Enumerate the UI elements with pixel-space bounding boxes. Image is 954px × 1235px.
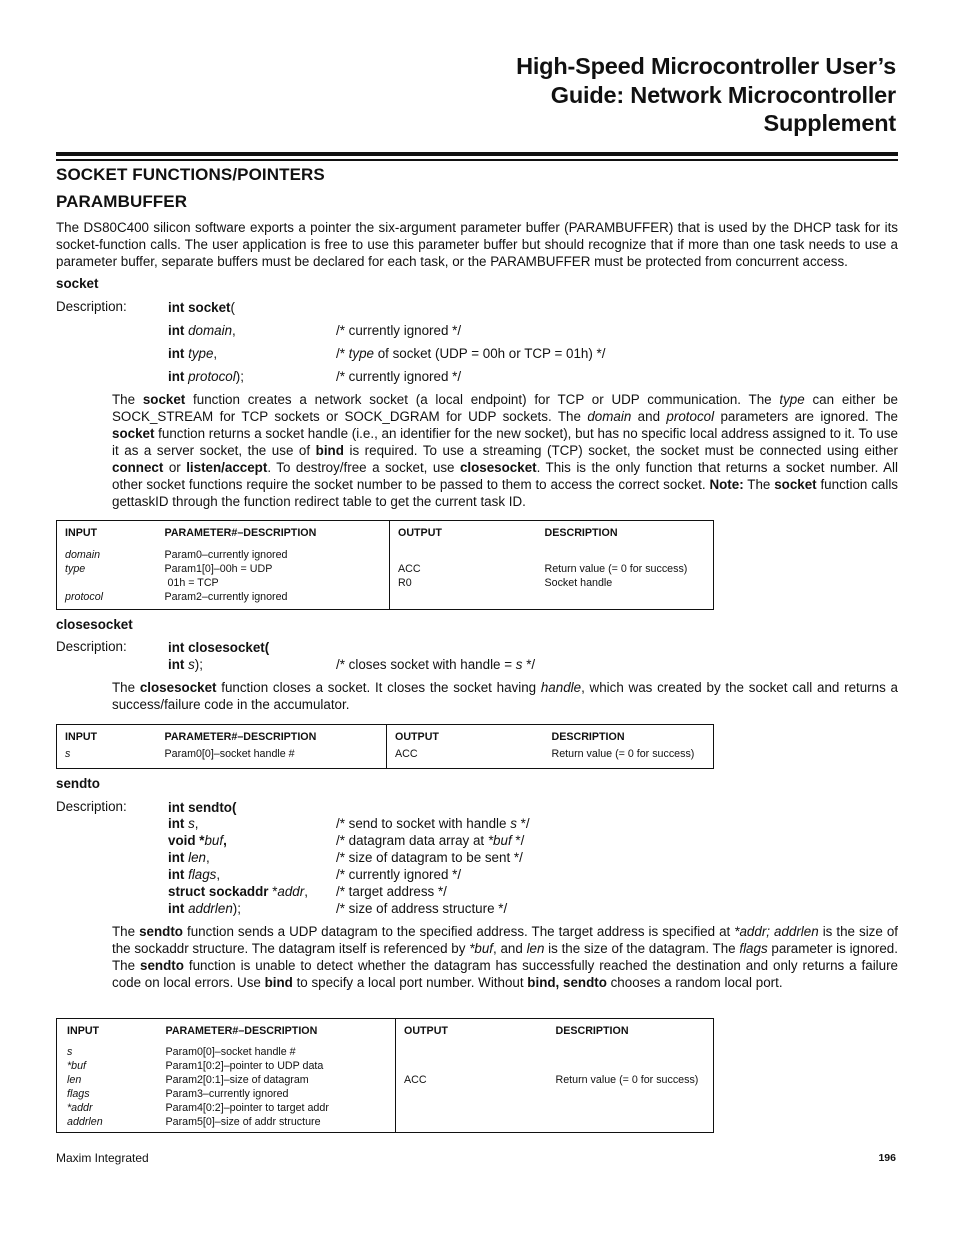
socket-arg-type-comment: /* type of socket (UDP = 00h or TCP = 01h) */ <box>336 346 606 361</box>
socket-signature: int socket( <box>168 300 235 315</box>
title-line-1: High-Speed Microcontroller User’s <box>516 53 896 79</box>
header-rule-thin <box>56 159 898 161</box>
closesocket-heading: closesocket <box>56 617 133 632</box>
sendto-arg-flags-comment: /* currently ignored */ <box>336 867 462 882</box>
closesocket-param-table <box>56 724 714 769</box>
socket-arg-domain-comment: /* currently ignored */ <box>336 323 462 338</box>
sendto-arg-addrlen-comment: /* size of address structure */ <box>336 901 508 916</box>
desc-cell: Return value (= 0 for success) <box>551 747 695 760</box>
socket-description-label: Description: <box>56 299 127 314</box>
socket-arg-protocol-comment: /* currently ignored */ <box>336 369 462 384</box>
sendto-arg-len: int len, <box>168 850 210 865</box>
input-cell: s *buf len flags *addr addrlen <box>67 1045 103 1128</box>
col-input: INPUT <box>65 527 98 539</box>
socket-arg-type: int type, <box>168 346 218 361</box>
sendto-arg-flags: int flags, <box>168 867 221 882</box>
footer-page-number: 196 <box>878 1152 896 1164</box>
col-input: INPUT <box>65 731 98 743</box>
sendto-arg-addrlen: int addrlen); <box>168 901 241 916</box>
sendto-arg-s: int s, <box>168 816 199 831</box>
sendto-arg-addr: struct sockaddr *addr, <box>168 884 308 899</box>
col-desc: DESCRIPTION <box>544 527 618 539</box>
output-cell: ACC <box>387 747 544 769</box>
closesocket-signature: int closesocket( <box>168 640 270 655</box>
title-line-3: Supplement <box>763 110 896 136</box>
socket-arg-protocol: int protocol); <box>168 369 244 384</box>
section-title: SOCKET FUNCTIONS/POINTERS <box>56 165 325 184</box>
sendto-arg-len-comment: /* size of datagram to be sent */ <box>336 850 523 865</box>
section-subtitle: PARAMBUFFER <box>56 192 188 211</box>
output-cell: ACC <box>396 1041 548 1133</box>
col-output: OUTPUT <box>390 521 537 544</box>
sendto-arg-addr-comment: /* target address */ <box>336 884 447 899</box>
sendto-description: The sendto function sends a UDP datagram to the specified address. The target address is specified at *addr; addrlen is the size of the sockaddr structure. The datagram itself is referenced by *buf, and len is the size of the datagram. The flags parameter is ignored. The sendto function is unable to detect whether the datagram has successfully reached the destination and only returns a failure code on local errors. Use bind to specify a local port number. Without bind, sendto chooses a random local port. <box>112 924 898 990</box>
desc-cell: Return value (= 0 for success) <box>555 1073 699 1086</box>
closesocket-description: The closesocket function closes a socket. It closes the socket having handle, which was created by the socket call and returns a success/failure code in the accumulator. <box>112 680 898 712</box>
sendto-heading: sendto <box>56 776 100 791</box>
sendto-arg-buf: void *buf, <box>168 833 227 848</box>
desc-cell: Return value (= 0 for success) Socket handle <box>544 562 688 589</box>
socket-heading: socket <box>56 276 99 291</box>
socket-param-table <box>56 520 714 610</box>
param-cell: Param0–currently ignored Param1[0]–00h = UDP 01h = TCP Param2–currently ignored <box>164 548 288 603</box>
closesocket-description-label: Description: <box>56 639 127 654</box>
sendto-param-table <box>56 1018 714 1133</box>
footer-company: Maxim Integrated <box>56 1151 149 1165</box>
closesocket-arg-comment: /* closes socket with handle = s */ <box>336 657 536 672</box>
input-cell: s <box>65 747 71 760</box>
col-param: PARAMETER#–DESCRIPTION <box>164 731 317 743</box>
intro-paragraph: The DS80C400 silicon software exports a pointer the six-argument parameter buffer (PARAMBUFFER) that is used by the DHCP task for its socket-function calls. The user application is free to use this parameter buffer but should recognize that if more than one task needs to use a parameter buffer, separate buffers must be declared for each task, or the PARAMBUFFER must be protected from concurrent access. <box>56 220 898 269</box>
col-desc: DESCRIPTION <box>555 1025 629 1037</box>
input-cell: domain type protocol <box>65 548 104 603</box>
col-output: OUTPUT <box>387 725 544 747</box>
sendto-arg-buf-comment: /* datagram data array at *buf */ <box>336 833 525 848</box>
closesocket-arg: int s); <box>168 657 203 672</box>
sendto-arg-s-comment: /* send to socket with handle s */ <box>336 816 530 831</box>
page-title <box>296 52 896 138</box>
header-rule-thick <box>56 152 898 156</box>
output-cell: ACC R0 <box>390 544 537 610</box>
title-line-2: Guide: Network Microcontroller <box>550 81 896 108</box>
col-desc: DESCRIPTION <box>551 731 625 743</box>
socket-description: The socket function creates a network socket (a local endpoint) for TCP or UDP communication. The type can either be SOCK_STREAM for TCP sockets or SOCK_DGRAM for UDP sockets. The domain and protocol parameters are ignored. The socket function returns a socket handle (i.e., an identifier for the new socket), but has no specific local address assigned to it. To use it as a server socket, the use of bind is required. To use a streaming (TCP) socket, the socket must be connected using either connect or listen/accept. To destroy/free a socket, use closesocket. This is the only function that returns a socket number. All other socket functions require the socket number to be passed to them to access the correct socket. Note: The socket function calls gettaskID through the function redirect table to get the current task ID. <box>112 392 898 509</box>
sendto-signature: int sendto( <box>168 800 237 815</box>
col-param: PARAMETER#–DESCRIPTION <box>164 527 317 539</box>
param-cell: Param0[0]–socket handle # <box>164 747 295 760</box>
socket-arg-domain: int domain, <box>168 323 236 338</box>
param-cell: Param0[0]–socket handle # Param1[0:2]–pointer to UDP data Param2[0:1]–size of datagram Param3–currently ignored Param4[0:2]–pointer to target addr Param5[0]–size of addr structure <box>165 1045 329 1128</box>
col-input: INPUT <box>67 1025 100 1037</box>
sendto-description-label: Description: <box>56 799 127 814</box>
col-output: OUTPUT <box>396 1019 548 1041</box>
col-param: PARAMETER#–DESCRIPTION <box>165 1025 318 1037</box>
